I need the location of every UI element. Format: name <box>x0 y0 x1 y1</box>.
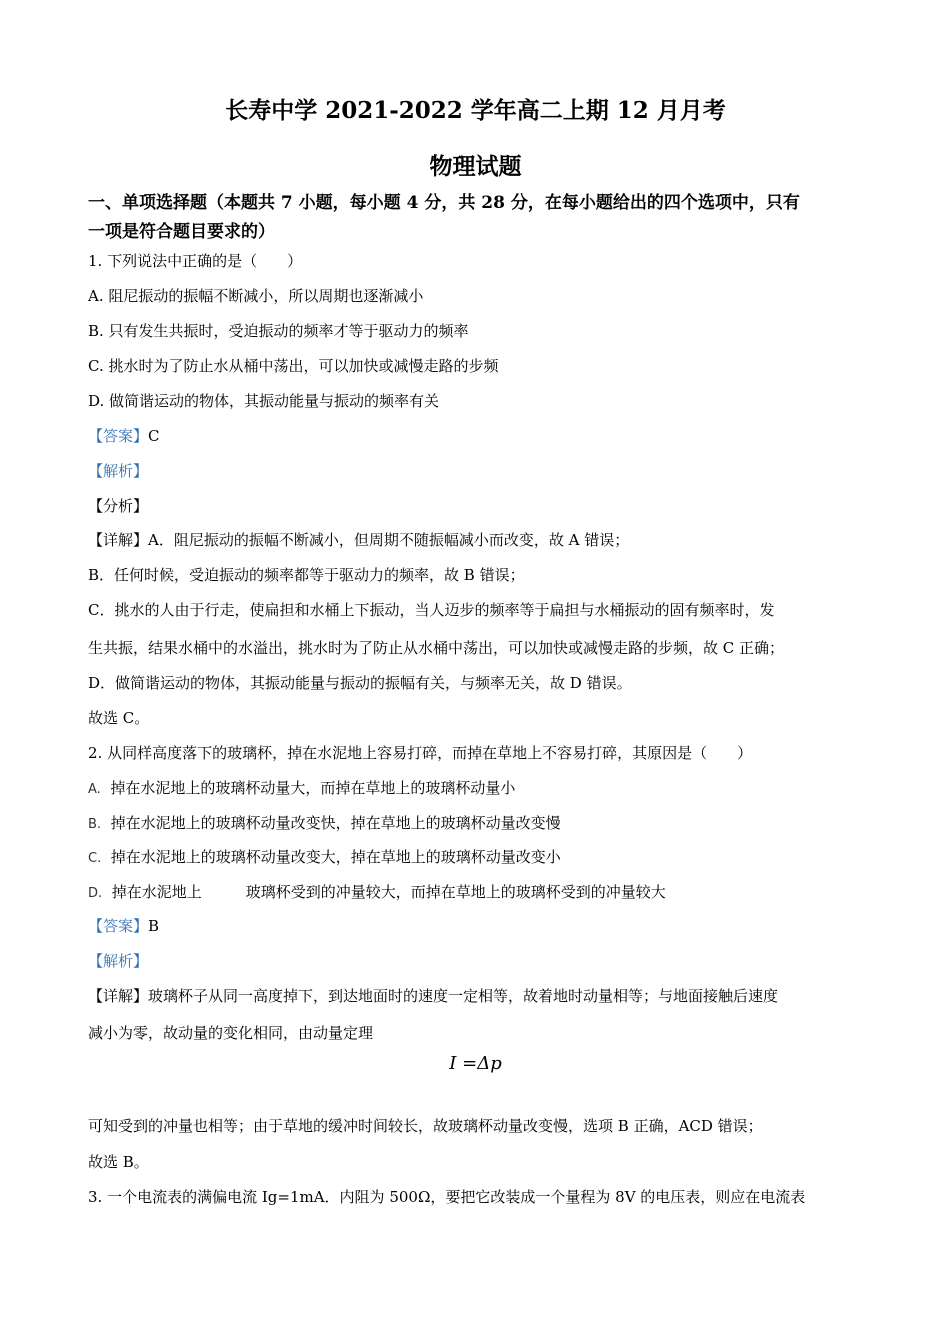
detail-tag: 【详解】 <box>88 531 149 549</box>
answer-value: C <box>148 427 160 445</box>
q2-option-b <box>88 813 561 835</box>
q2-option-a <box>88 778 515 800</box>
q1-option-d: D. 做简谐运动的物体，其振动能量与振动的频率有关 <box>88 392 440 410</box>
q1-option-c: C. 挑水时为了防止水从桶中荡出，可以加快或减慢走路的步频 <box>88 357 499 375</box>
q2-answer <box>88 916 159 936</box>
detail-text: 玻璃杯子从同一高度掉下，到达地面时的速度一定相等，故着地时动量相等；与地面接触后速度 <box>148 987 779 1005</box>
answer-tag: 【答案】 <box>88 917 149 935</box>
q2-option-c <box>88 847 561 869</box>
section-heading-line2: 一项是符合题目要求的） <box>88 222 275 242</box>
q1-answer <box>88 426 160 446</box>
momentum-theorem-formula: I =Δp <box>449 1053 502 1074</box>
option-label: A. <box>88 782 101 797</box>
option-text: 掉在水泥地上的玻璃杯动量改变大，掉在草地上的玻璃杯动量改变小 <box>110 848 561 866</box>
q1-analysis-tag: 【解析】 <box>88 462 149 480</box>
q2-detail-2: 减小为零，故动量的变化相同，由动量定理 <box>88 1024 374 1042</box>
q2-analysis-tag: 【解析】 <box>88 952 149 970</box>
q1-detail-d: D．做简谐运动的物体，其振动能量与振动的振幅有关，与频率无关，故 D 错误。 <box>88 674 632 692</box>
document-title: 长寿中学 2021-2022 学年高二上期 12 月月考 <box>225 97 726 124</box>
q1-fenxi-tag: 【分析】 <box>88 497 149 515</box>
option-text-part2: 玻璃杯受到的冲量较大，而掉在草地上的玻璃杯受到的冲量较大 <box>245 883 666 901</box>
option-text: 掉在水泥地上的玻璃杯动量大，而掉在草地上的玻璃杯动量小 <box>110 779 516 797</box>
option-text: 掉在水泥地上的玻璃杯动量改变快，掉在草地上的玻璃杯动量改变慢 <box>110 814 561 832</box>
answer-value: B <box>148 917 160 935</box>
section-heading-line1: 一、单项选择题（本题共 7 小题，每小题 4 分，共 28 分，在每小题给出的四个选项中，只有 <box>88 193 800 213</box>
q2-detail-3: 可知受到的冲量也相等；由于草地的缓冲时间较长，故玻璃杯动量改变慢，选项 B 正确，ACD 错误； <box>88 1117 763 1135</box>
q1-detail-c1: C．挑水的人由于行走，使扁担和水桶上下振动，当人迈步的频率等于扁担与水桶振动的固有频率时，发 <box>88 601 775 619</box>
q2-detail-1 <box>88 986 778 1006</box>
detail-tag: 【详解】 <box>88 987 149 1005</box>
q2-stem: 2. 从同样高度落下的玻璃杯，掉在水泥地上容易打碎，而掉在草地上不容易打碎，其原因是（ ） <box>88 744 753 762</box>
q1-detail-b: B．任何时候，受迫振动的频率都等于驱动力的频率，故 B 错误； <box>88 566 525 584</box>
q1-detail-c2: 生共振，结果水桶中的水溢出，挑水时为了防止从水桶中荡出，可以加快或减慢走路的步频，故 C 正确； <box>88 639 785 657</box>
q3-stem: 3. 一个电流表的满偏电流 Ig=1mA．内阻为 500Ω，要把它改装成一个量程为 8V 的电压表，则应在电流表 <box>88 1188 806 1206</box>
answer-tag: 【答案】 <box>88 427 149 445</box>
q2-conclusion: 故选 B。 <box>88 1153 149 1171</box>
q1-option-b: B. 只有发生共振时，受迫振动的频率才等于驱动力的频率 <box>88 322 469 340</box>
document-subtitle: 物理试题 <box>429 153 522 180</box>
q1-conclusion: 故选 C。 <box>88 709 150 727</box>
option-label: C. <box>88 851 102 866</box>
q1-detail-a <box>88 530 629 550</box>
detail-text: A．阻尼振动的振幅不断减小，但周期不随振幅减小而改变，故 A 错误； <box>148 531 630 549</box>
option-text-part1: 掉在水泥地上 <box>111 883 202 901</box>
option-label: B. <box>88 817 102 832</box>
q1-option-a: A. 阻尼振动的振幅不断减小，所以周期也逐渐减小 <box>88 287 424 305</box>
option-label: D. <box>88 886 103 901</box>
q1-stem: 1. 下列说法中正确的是（ ） <box>88 252 303 270</box>
q2-option-d <box>88 882 666 904</box>
